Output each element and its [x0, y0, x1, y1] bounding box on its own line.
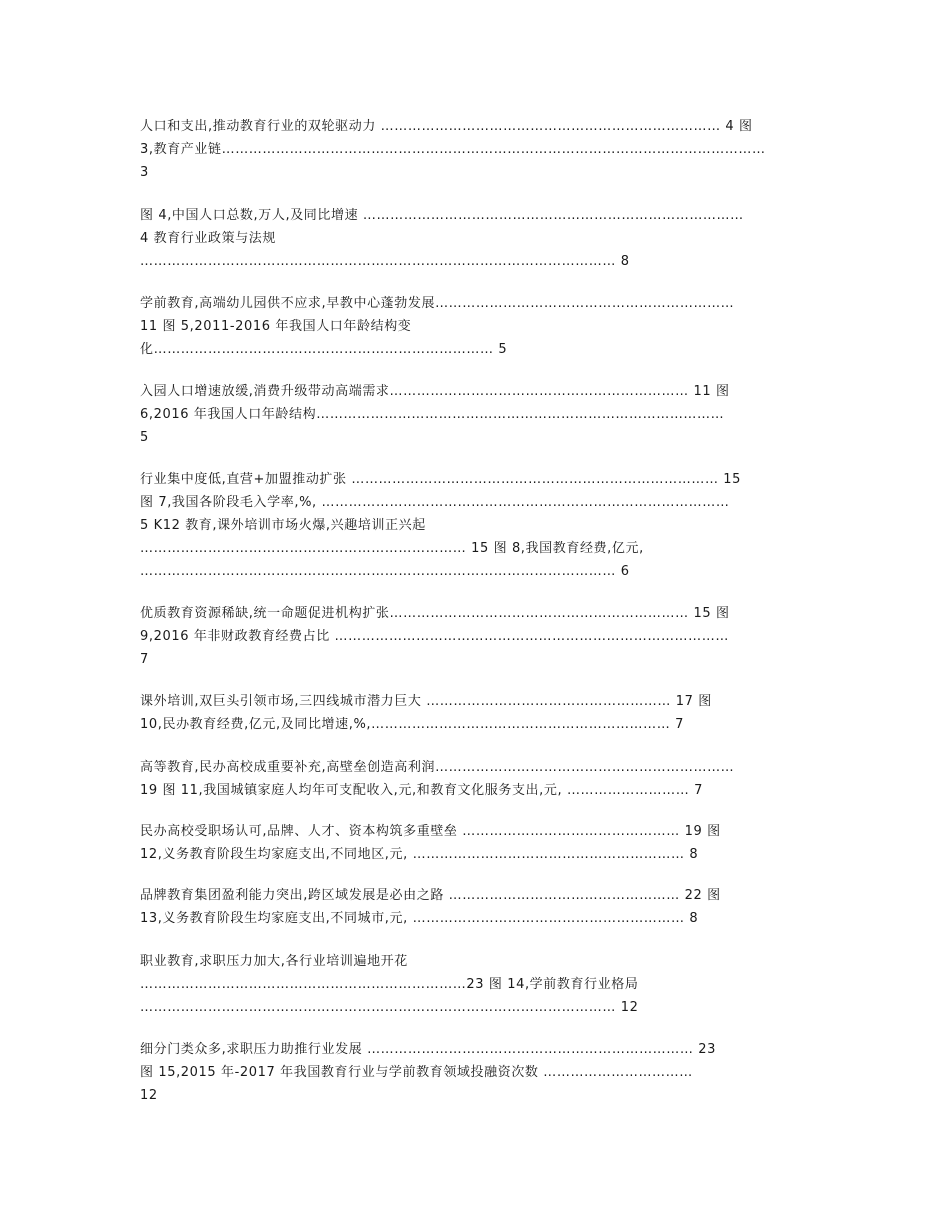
toc-line: 12,义务教育阶段生均家庭支出,不同地区,元, …………………………………………………… 8	[140, 847, 699, 862]
toc-line: 职业教育,求职压力加大,各行业培训遍地开花	[140, 954, 408, 969]
toc-line: …………………………………………………………………………………………… 12	[140, 1000, 639, 1015]
toc-line: 11 图 5,2011-2016 年我国人口年龄结构变	[140, 319, 412, 334]
toc-line: 人口和支出,推动教育行业的双轮驱动力 ………………………………………………………………… 4 图	[140, 119, 753, 134]
toc-line: ………………………………………………………………23 图 14,学前教育行业格局	[140, 977, 639, 992]
toc-line: 7	[140, 652, 149, 667]
toc-line: 13,义务教育阶段生均家庭支出,不同城市,元, …………………………………………………… 8	[140, 911, 699, 926]
toc-line: 细分门类众多,求职压力助推行业发展 ……………………………………………………………… 23	[140, 1042, 716, 1057]
toc-line: 4 教育行业政策与法规	[140, 231, 277, 246]
toc-line: …………………………………………………………………………………………… 6	[140, 564, 630, 579]
toc-line: 民办高校受职场认可,品牌、人才、资本构筑多重壁垒 ………………………………………… 19 图	[140, 824, 721, 839]
toc-line: 10,民办教育经费,亿元,及同比增速,%,………………………………………………………… 7	[140, 717, 684, 732]
toc-line: 3	[140, 165, 149, 180]
toc-line: 学前教育,高端幼儿园供不应求,早教中心蓬勃发展…………………………………………………………	[140, 296, 735, 311]
toc-line: 化………………………………………………………………… 5	[140, 342, 508, 357]
toc-line: 课外培训,双巨头引领市场,三四线城市潜力巨大 ……………………………………………… 17 图	[140, 694, 712, 709]
toc-line: 图 4,中国人口总数,万人,及同比增速 …………………………………………………………………………	[140, 208, 744, 223]
toc-line: 高等教育,民办高校成重要补充,高壁垒创造高利润…………………………………………………………	[140, 760, 735, 775]
toc-line: 5	[140, 430, 149, 445]
toc-line: 入园人口增速放缓,消费升级带动高端需求………………………………………………………… 11 图	[140, 384, 730, 399]
toc-line: 品牌教育集团盈利能力突出,跨区域发展是必由之路 …………………………………………… 22 图	[140, 888, 721, 903]
toc-line: …………………………………………………………………………………………… 8	[140, 254, 630, 269]
toc-line: 5 K12 教育,课外培训市场火爆,兴趣培训正兴起	[140, 518, 426, 533]
toc-line: 优质教育资源稀缺,统一命题促进机构扩张………………………………………………………… 15 图	[140, 606, 730, 621]
toc-line: 行业集中度低,直营+加盟推动扩张 ……………………………………………………………………… 15	[140, 472, 742, 487]
toc-line: 3,教育产业链…………………………………………………………………………………………………………	[140, 142, 766, 157]
toc-line: 12	[140, 1088, 158, 1103]
toc-line: ……………………………………………………………… 15 图 8,我国教育经费,亿元,	[140, 541, 644, 556]
toc-line: 6,2016 年我国人口年龄结构………………………………………………………………………………	[140, 407, 725, 422]
toc-line: 图 15,2015 年-2017 年我国教育行业与学前教育领域投融资次数 ……………………………	[140, 1065, 693, 1080]
toc-line: 19 图 11,我国城镇家庭人均年可支配收入,元,和教育文化服务支出,元, ……………………… 7	[140, 783, 703, 798]
toc-line: 图 7,我国各阶段毛入学率,%, ………………………………………………………………………………	[140, 495, 730, 510]
toc-line: 9,2016 年非财政教育经费占比 ……………………………………………………………………………	[140, 629, 729, 644]
